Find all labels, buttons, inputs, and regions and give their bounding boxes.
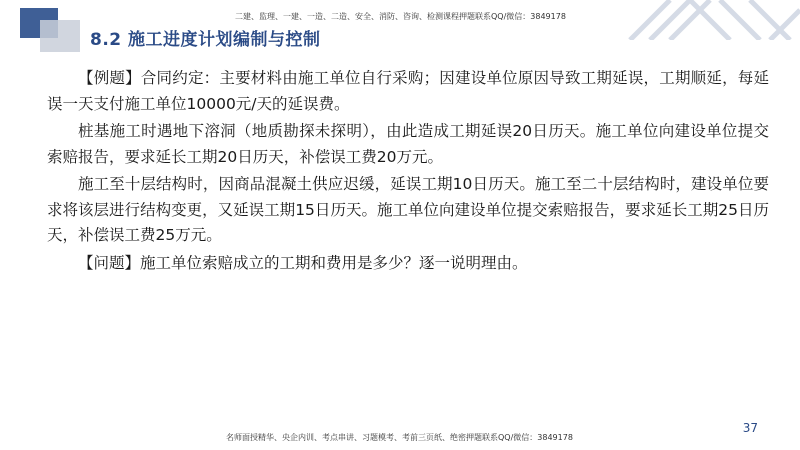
decorative-diagonal-lines: [570, 0, 800, 40]
question-paragraph: 【问题】施工单位索赔成立的工期和费用是多少？逐一说明理由。: [78, 253, 528, 272]
top-contact-note: 二建、监理、一建、一造、二造、安全、消防、咨询、检测课程押题联系QQ/微信：3849178: [235, 12, 566, 21]
slide-content: [47, 66, 769, 278]
page-title: 8.2 施工进度计划编制与控制: [90, 30, 321, 50]
structure-delay-paragraph: 施工至十层结构时，因商品混凝土供应迟缓，延误工期10日历天。施工至二十层结构时，建设单位要求将该层进行结构变更，又延误工期15日历天。施工单位向建设单位提交索赔报告，要求延长工期25日历天，补偿误工费25万元。: [47, 175, 769, 244]
example-paragraph: 【例题】合同约定：主要材料由施工单位自行采购；因建设单位原因导致工期延误，工期顺延，每延误一天支付施工单位10000元/天的延误费。: [47, 69, 769, 113]
decorative-square-light: [40, 20, 80, 52]
pile-foundation-paragraph: 桩基施工时遇地下溶洞（地质勘探未探明），由此造成工期延误20日历天。施工单位向建设单位提交索赔报告，要求延长工期20日历天，补偿误工费20万元。: [47, 122, 769, 166]
bottom-contact-note: 名师面授精华、央企内训、考点串讲、习题模考、考前三页纸、绝密押题联系QQ/微信：3849178: [226, 433, 573, 442]
page-number: 37: [742, 421, 758, 435]
